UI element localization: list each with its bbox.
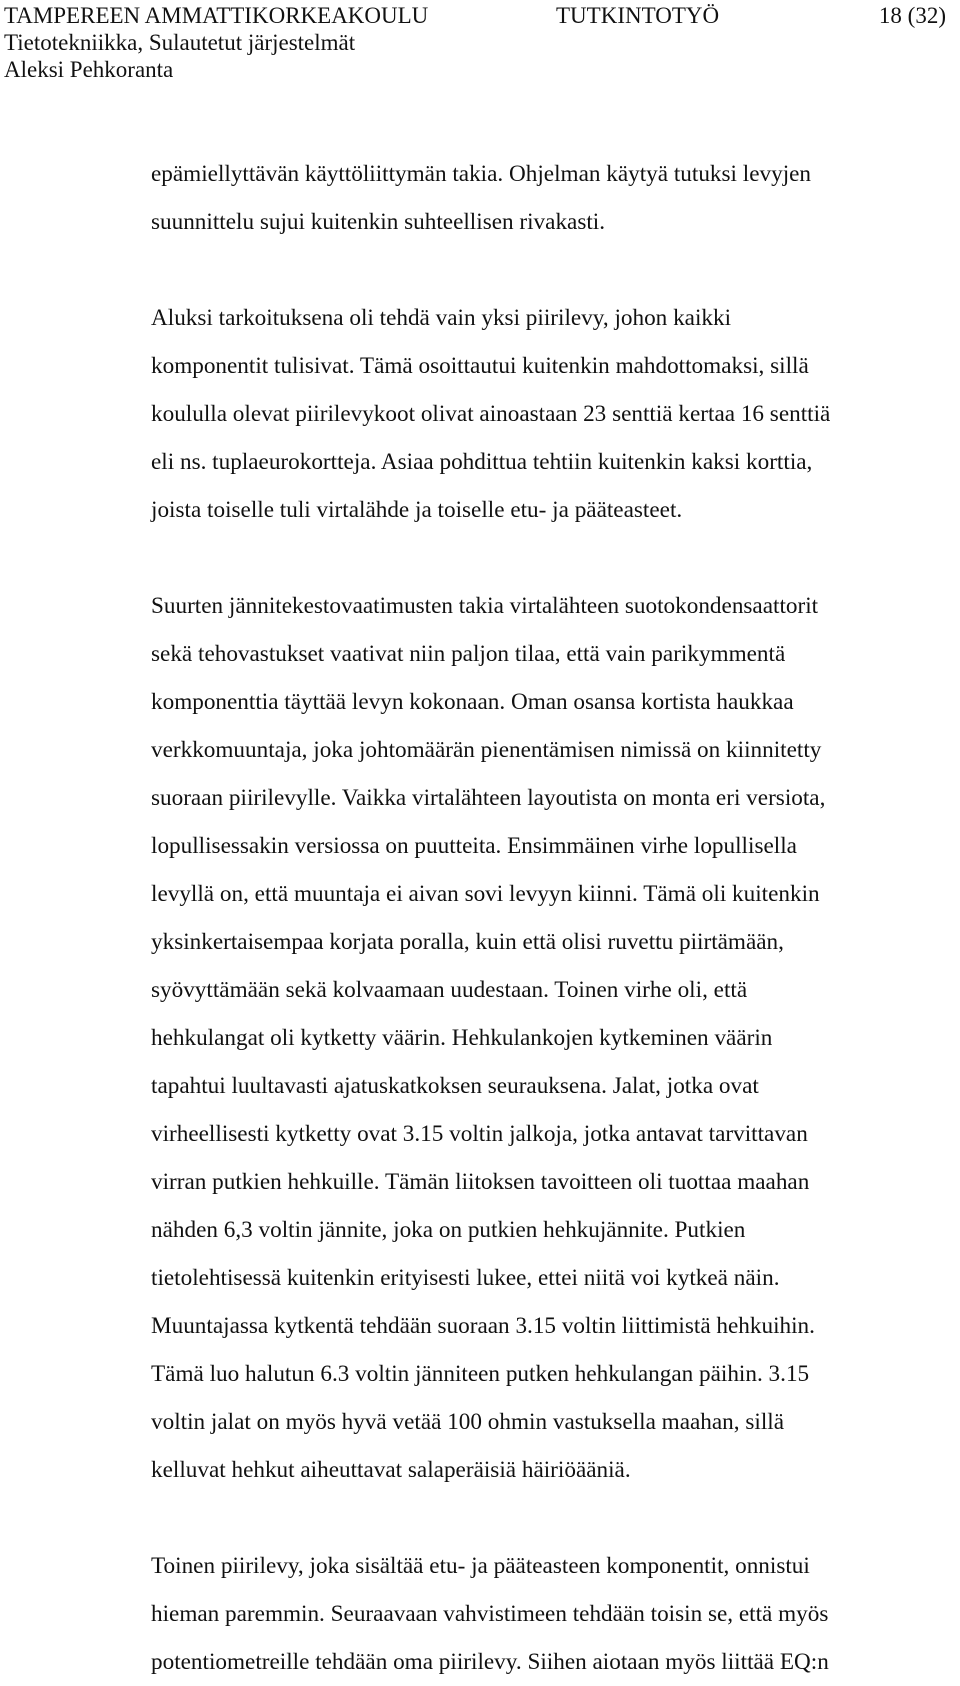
header-department-row xyxy=(4,29,946,56)
school-name: TAMPEREEN AMMATTIKORKEAKOULU xyxy=(4,3,429,28)
text-line: hieman paremmin. Seuraavaan vahvistimeen tehdään toisin se, että myös xyxy=(151,1601,829,1627)
text-line: epämiellyttävän käyttöliittymän takia. Ohjelman käytyä tutuksi levyjen xyxy=(151,161,812,187)
text-line: koululla olevat piirilevykoot olivat ainoastaan 23 senttiä kertaa 16 senttiä xyxy=(151,401,831,427)
text-line: potentiometreille tehdään oma piirilevy. Siihen aiotaan myös liittää EQ:n xyxy=(151,1649,829,1675)
text-line: Toinen piirilevy, joka sisältää etu- ja pääteasteen komponentit, onnistui xyxy=(151,1553,810,1579)
text-line: sekä tehovastukset vaativat niin paljon tilaa, että vain parikymmentä xyxy=(151,641,786,667)
text-line: kelluvat hehkut aiheuttavat salaperäisiä häiriöääniä. xyxy=(151,1457,631,1483)
text-line: joista toiselle tuli virtalähde ja toiselle etu- ja pääteasteet. xyxy=(151,497,683,523)
text-line: virheellisesti kytketty ovat 3.15 voltin jalkoja, jotka antavat tarvittavan xyxy=(151,1121,808,1147)
document-type: TUTKINTOTYÖ xyxy=(556,3,720,28)
body-text xyxy=(151,150,951,1686)
paragraph xyxy=(151,1542,951,1686)
text-line: yksinkertaisempaa korjata poralla, kuin että olisi ruvettu piirtämään, xyxy=(151,929,784,955)
text-line: hehkulangat oli kytketty väärin. Hehkulankojen kytkeminen väärin xyxy=(151,1025,773,1051)
text-line: levyllä on, että muuntaja ei aivan sovi levyyn kiinni. Tämä oli kuitenkin xyxy=(151,881,820,907)
paragraph xyxy=(151,294,951,534)
text-line: Aluksi tarkoituksena oli tehdä vain yksi piirilevy, johon kaikki xyxy=(151,305,732,331)
text-line: tapahtui luultavasti ajatuskatkoksen seurauksena. Jalat, jotka ovat xyxy=(151,1073,759,1099)
text-line: tietolehtisessä kuitenkin erityisesti lukee, ettei niitä voi kytkeä näin. xyxy=(151,1265,780,1291)
text-line: Tämä luo halutun 6.3 voltin jänniteen putken hehkulangan päihin. 3.15 xyxy=(151,1361,810,1387)
text-line: lopullisessakin versiossa on puutteita. Ensimmäinen virhe lopullisella xyxy=(151,833,797,859)
text-line: nähden 6,3 voltin jännite, joka on putkien hehkujännite. Putkien xyxy=(151,1217,746,1243)
text-line: komponentit tulisivat. Tämä osoittautui kuitenkin mahdottomaksi, sillä xyxy=(151,353,809,379)
text-line: Suurten jännitekestovaatimusten takia virtalähteen suotokondensaattorit xyxy=(151,593,819,619)
paragraph xyxy=(151,582,951,1494)
text-line: suunnittelu sujui kuitenkin suhteellisen rivakasti. xyxy=(151,209,606,235)
text-line: suoraan piirilevylle. Vaikka virtalähteen layoutista on monta eri versiota, xyxy=(151,785,826,811)
page-header xyxy=(4,2,946,83)
department: Tietotekniikka, Sulautetut järjestelmät xyxy=(4,30,356,55)
author: Aleksi Pehkoranta xyxy=(4,57,174,82)
page-number: 18 (32) xyxy=(878,3,946,28)
text-line: verkkomuuntaja, joka johtomäärän pienentämisen nimissä on kiinnitetty xyxy=(151,737,822,763)
text-line: syövyttämään sekä kolvaamaan uudestaan. Toinen virhe oli, että xyxy=(151,977,748,1003)
text-line: virran putkien hehkuille. Tämän liitoksen tavoitteen oli tuottaa maahan xyxy=(151,1169,810,1195)
text-line: komponenttia täyttää levyn kokonaan. Oman osansa kortista haukkaa xyxy=(151,689,794,715)
paragraph xyxy=(151,150,951,246)
text-line: Muuntajassa kytkentä tehdään suoraan 3.15 voltin liittimistä hehkuihin. xyxy=(151,1313,815,1339)
header-author-row xyxy=(4,56,946,83)
header-top-row xyxy=(4,2,946,29)
text-line: voltin jalat on myös hyvä vetää 100 ohmin vastuksella maahan, sillä xyxy=(151,1409,785,1435)
text-line: eli ns. tuplaeurokortteja. Asiaa pohdittua tehtiin kuitenkin kaksi korttia, xyxy=(151,449,813,475)
